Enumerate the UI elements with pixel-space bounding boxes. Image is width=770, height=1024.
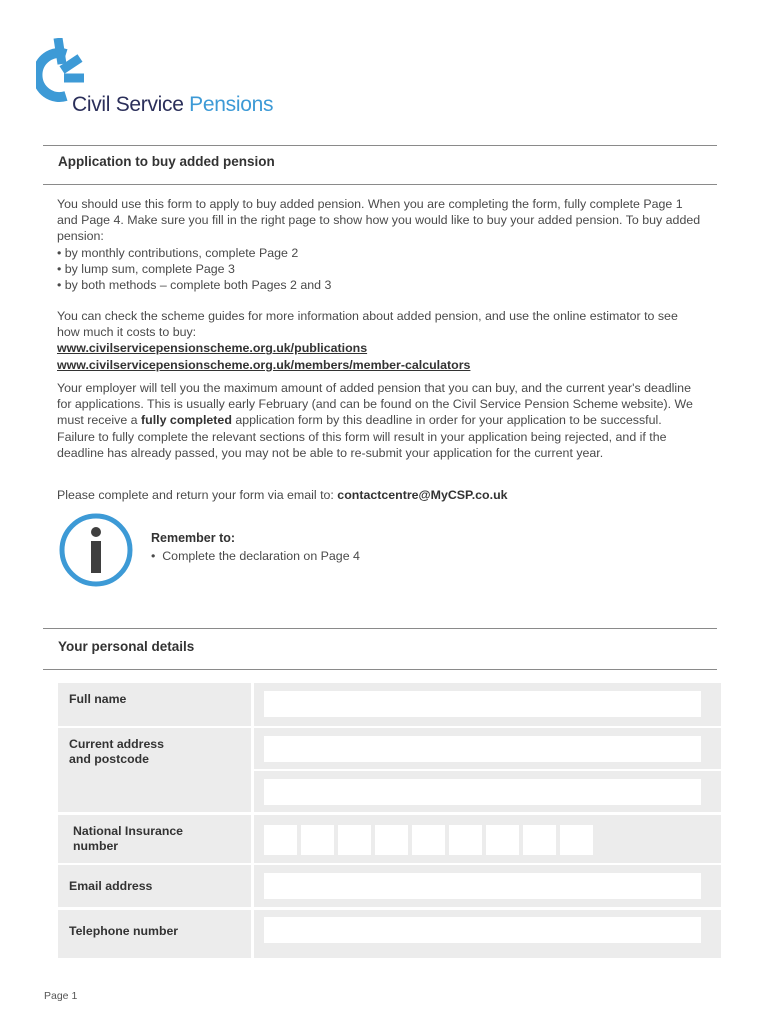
intro-paragraph-4: [57, 487, 702, 503]
divider: [43, 669, 717, 670]
address-label: [58, 728, 251, 812]
member-calculators-link[interactable]: www.civilservicepensionscheme.org.uk/members/member-calculators: [57, 357, 471, 372]
intro-paragraph-2: [57, 308, 702, 373]
intro-heading: Application to buy added pension: [58, 154, 275, 169]
divider: [43, 628, 717, 629]
intro-paragraph-1: [57, 196, 702, 293]
page-number: Page 1: [44, 990, 78, 1002]
telephone-input[interactable]: [264, 917, 701, 943]
ni-character-box[interactable]: [560, 825, 593, 855]
info-icon: [58, 512, 134, 593]
ni-label-line1: National Insurance: [73, 824, 184, 838]
list-item: • by monthly contributions, complete Page 2: [57, 245, 702, 261]
deadline-text-b: application form by this deadline in order for your application to be successful. Failure to fully complete the relevant sections of this form will result in your application being rejected, and if the deadline has already passed, you may not be able to re-submit your application for the current year.: [57, 413, 667, 460]
address-line1-input[interactable]: [264, 736, 701, 762]
ni-character-box[interactable]: [338, 825, 371, 855]
ni-character-box[interactable]: [449, 825, 482, 855]
brand-name-part2: Pensions: [189, 93, 274, 116]
email-label: Email address: [58, 865, 251, 907]
list-item: • by lump sum, complete Page 3: [57, 261, 702, 277]
publications-link[interactable]: www.civilservicepensionscheme.org.uk/publications: [57, 341, 368, 356]
full-name-row: [254, 683, 721, 726]
intro-paragraph-3: [57, 380, 702, 461]
ni-character-box[interactable]: [301, 825, 334, 855]
ni-row: [254, 815, 721, 863]
address-label-line1: Current address: [69, 737, 164, 751]
ni-character-box[interactable]: [486, 825, 519, 855]
divider: [43, 145, 717, 146]
address-label-line2: and postcode: [69, 752, 149, 766]
telephone-label: Telephone number: [58, 910, 251, 958]
intro-text-2: You can check the scheme guides for more information about added pension, and use the online estimator to see how much it costs to buy:: [57, 309, 678, 340]
email-input[interactable]: [264, 873, 701, 899]
ni-character-box[interactable]: [375, 825, 408, 855]
brand-name-part1: Civil Service: [72, 93, 184, 116]
intro-text-1: You should use this form to apply to buy added pension. When you are completing the form, fully complete Page 1 and Page 4. Make sure you fill in the right page to show how you would like to buy your added pension. To buy added pension:: [57, 197, 701, 244]
telephone-row: [254, 910, 721, 958]
contact-email-link[interactable]: contactcentre@MyCSP.co.uk: [337, 488, 508, 502]
return-instructions: Please complete and return your form via email to:: [57, 488, 338, 502]
personal-details-heading: Your personal details: [58, 639, 195, 654]
civil-service-pensions-logo: [36, 38, 336, 128]
ni-character-box[interactable]: [523, 825, 556, 855]
brand-name: [72, 93, 273, 117]
list-item: • by both methods – complete both Pages 2 and 3: [57, 277, 702, 293]
ni-label-line2: number: [73, 839, 119, 853]
fully-completed-emphasis: fully completed: [141, 413, 232, 428]
full-name-input[interactable]: [264, 691, 701, 717]
deadline-text-a: Your employer will tell you the maximum amount of added pension that you can buy, and the current year's deadline for applications. This is usually early February (and can be found on the Civil Service Pension Scheme website). We must receive a: [57, 381, 693, 428]
ni-character-box[interactable]: [264, 825, 297, 855]
address-row-2: [254, 771, 721, 812]
ni-character-box[interactable]: [412, 825, 445, 855]
reminder-title: Remember to:: [151, 531, 236, 545]
divider: [43, 184, 717, 185]
reminder-item: • Complete the declaration on Page 4: [151, 549, 360, 563]
payment-methods-list: [57, 245, 702, 294]
full-name-label: Full name: [58, 683, 251, 726]
email-row: [254, 865, 721, 907]
address-row-1: [254, 728, 721, 769]
ni-label: [58, 815, 251, 863]
address-line2-input[interactable]: [264, 779, 701, 805]
